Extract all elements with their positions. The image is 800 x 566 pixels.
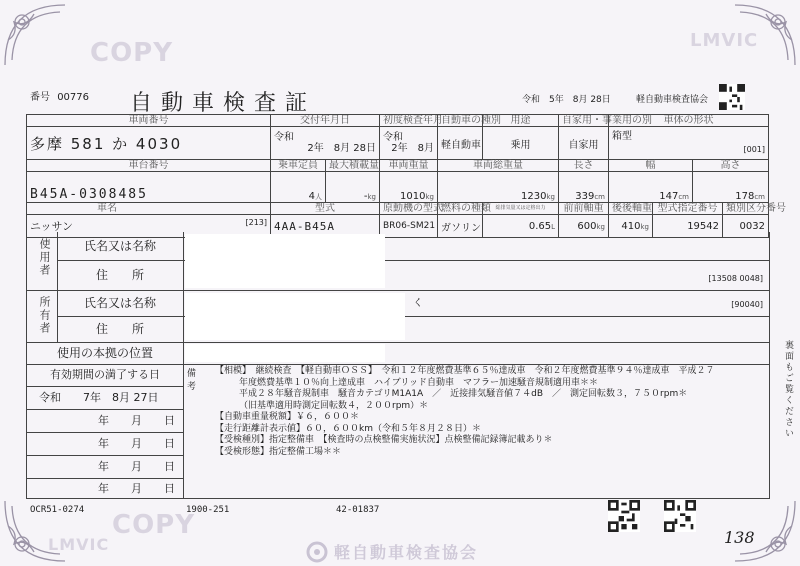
label-vehicle-type: 自動車の種別 <box>438 115 483 127</box>
maker-code: [213] <box>245 218 267 227</box>
user-code: [13508 0048] <box>708 274 763 283</box>
class-number-value: 0032 <box>723 215 769 238</box>
label-fuel: 燃料の種類 <box>438 203 483 215</box>
capacity-value <box>271 172 326 203</box>
capacity-number: 4 <box>308 191 315 202</box>
note-line: （旧基準適用時測定回転数４，２００rpm）＊ <box>239 400 429 411</box>
weight-number: 1010 <box>400 191 426 202</box>
qr-code-icon <box>719 84 745 110</box>
label-rear-axle: 後後軸重 <box>609 203 653 215</box>
capacity-unit: 人 <box>315 193 322 201</box>
vehicle-type-value: 軽自動車 <box>438 127 483 160</box>
engine-value: BR06-SM21 <box>380 215 438 238</box>
label-engine: 原動機の型式 <box>380 203 438 215</box>
number-label: 番号 <box>30 92 50 103</box>
owner-address-label: 住 所 <box>57 317 184 342</box>
label-class-number: 類別区分番号 <box>723 203 769 215</box>
displacement-number: 0.65 <box>528 220 552 232</box>
type-number-value: 19542 <box>653 215 723 238</box>
user-owner-section <box>26 232 770 343</box>
first-date-text: 2年 8月 <box>391 143 434 154</box>
label-length: 長さ <box>559 160 609 172</box>
first-inspection-value <box>380 127 438 160</box>
user-side-label: 使用者 <box>38 238 51 277</box>
qr-code-icon <box>664 500 696 532</box>
front-axle-unit: kg <box>596 222 605 231</box>
weight-unit: kg <box>425 193 434 201</box>
notes-label: 備考 <box>187 369 203 392</box>
maker-name: ニッサン <box>30 220 74 233</box>
handwritten-number: 138 <box>724 528 755 547</box>
expiry-blank-row: 年 月 日 <box>27 456 183 479</box>
label-front-axle: 前前軸重 <box>559 203 609 215</box>
note-line: 【自動車重量税額】￥６，６００＊ <box>215 412 360 422</box>
body-shape-code: [001] <box>743 145 765 154</box>
redacted-area <box>185 234 385 288</box>
note-line: 【受検種別】指定整備車 【検査時の点検整備実施状況】点検整備記録簿記載あり＊ <box>215 435 553 445</box>
user-side <box>27 232 58 291</box>
owner-side <box>27 291 58 342</box>
note-line: 【相模】 継続検査 【軽自動車ＯＳＳ】 令和１２年度燃費基準６５％達成車 令和２年度燃費基準９４％達成車 平成２７ <box>215 366 715 376</box>
watermark: COPY <box>90 38 174 68</box>
note-line: 【受検形態】指定整備工場＊＊ <box>215 446 342 457</box>
label-issue-date: 交付年月日 <box>271 115 380 127</box>
expiry-blank-row: 年 月 日 <box>98 482 175 495</box>
body-shape-text: 箱型 <box>612 131 632 142</box>
usage-value: 乗用 <box>483 127 559 160</box>
redacted-area <box>185 293 405 340</box>
issue-era: 令和 <box>274 132 294 143</box>
label-body-shape: 車体の形状 <box>609 115 769 127</box>
ocr-code: OCR51-0274 <box>30 505 85 515</box>
max-load-number: - <box>363 191 368 202</box>
user-address-label: 住 所 <box>57 261 184 291</box>
width-number: 147 <box>659 191 679 202</box>
max-load-value <box>326 172 380 203</box>
note-line: 【走行距離計表示値】６０，６００km（令和５年８月２８日）＊ <box>215 423 481 434</box>
label-plate: 車両番号 <box>27 115 271 127</box>
watermark: LMVIC <box>690 30 759 51</box>
label-private: 自家用・事業用の別 <box>559 115 609 127</box>
length-unit: cm <box>594 193 605 201</box>
expiry-blank-row: 年 月 日 <box>27 433 183 456</box>
note-line: 平成２８年騒音規制車 騒音カテゴリM1A1A ／ 近接排気騒音値７４dB ／ 測定回転数３，７５０rpm＊ <box>239 389 688 399</box>
plate-number: 多摩 581 か 4030 <box>27 127 271 160</box>
expiry-label: 有効期間の満了する日 <box>27 364 183 387</box>
width-value <box>609 172 693 203</box>
gross-number: 1230 <box>521 191 547 202</box>
expiry-date-text: 7年 8月 27日 <box>83 391 159 404</box>
label-first-inspection: 初度検査年月 <box>380 115 438 127</box>
base-location-row <box>26 342 770 365</box>
notes-content <box>215 366 763 458</box>
label-height: 高さ <box>693 160 769 172</box>
label-width: 幅 <box>609 160 693 172</box>
rear-axle-number: 410 <box>621 220 641 232</box>
issuer-logo <box>306 540 478 563</box>
issuer-logo-icon <box>306 541 328 563</box>
body-shape-value <box>609 127 769 160</box>
label-capacity: 乗車定員 <box>271 160 326 172</box>
gross-weight-value <box>438 172 559 203</box>
length-number: 339 <box>575 191 595 202</box>
gross-unit: kg <box>546 193 555 201</box>
height-unit: cm <box>754 193 765 201</box>
fuel-value: ガソリン <box>438 215 483 238</box>
front-axle-number: 600 <box>577 220 597 232</box>
max-load-unit: kg <box>367 193 376 201</box>
height-value <box>693 172 769 203</box>
private-value: 自家用 <box>559 127 609 160</box>
expiry-notes-section <box>26 364 770 499</box>
base-location-label: 使用の本拠の位置 <box>27 342 184 364</box>
weight-value <box>380 172 438 203</box>
label-usage: 用途 <box>483 115 559 127</box>
issue-date-text: 2年 8月 28日 <box>307 143 376 154</box>
model-value: 4AA-B45A <box>271 215 380 238</box>
owner-code: [90040] <box>731 300 763 309</box>
issue-date: 令和 5年 8月 28日 <box>522 95 611 105</box>
chassis-number: B45A-0308485 <box>27 172 271 203</box>
expiry-date <box>27 387 183 410</box>
footer-code-2: 42-01837 <box>336 505 380 515</box>
expiry-column <box>27 364 184 498</box>
user-name-label: 氏名又は名称 <box>57 232 184 261</box>
label-maker: 車名 <box>27 203 271 215</box>
width-unit: cm <box>678 193 689 201</box>
issuer-logo-text: 軽自動車検査協会 <box>334 543 479 562</box>
label-type-number: 型式指定番号 <box>653 203 723 215</box>
certificate-number <box>30 88 89 103</box>
corner-ornament-icon <box>0 0 70 70</box>
watermark: LMVIC <box>48 535 110 554</box>
footer-code-1: 1900-251 <box>186 505 230 515</box>
height-number: 178 <box>735 191 755 202</box>
qr-code-icon <box>608 500 640 532</box>
vehicle-spec-table <box>26 114 786 238</box>
side-note: 裏面もご覧ください <box>783 340 793 439</box>
first-era: 令和 <box>383 132 403 143</box>
expiry-blank-row: 年 月 日 <box>27 410 183 433</box>
expiry-era: 令和 <box>39 391 61 404</box>
label-gross-weight: 車両総重量 <box>438 160 559 172</box>
label-max-load: 最大積載量 <box>326 160 380 172</box>
issuer-name: 軽自動車検査協会 <box>636 95 709 105</box>
note-line: 年度燃費基準１０％向上達成車 ハイブリッド自動車 マフラー加速騒音規制適用車＊＊ <box>239 377 599 388</box>
page-title: 自動車検査証 <box>130 91 317 116</box>
owner-side-label: 所有者 <box>38 296 51 335</box>
label-displacement: 総排気量又は定格出力 <box>483 203 559 215</box>
length-value <box>559 172 609 203</box>
issue-date-value <box>271 127 380 160</box>
label-model: 型式 <box>271 203 380 215</box>
rear-axle-unit: kg <box>640 222 649 231</box>
owner-partial-text: く <box>413 298 423 309</box>
number-value: 00776 <box>57 92 89 103</box>
label-chassis: 車台番号 <box>27 160 271 172</box>
redacted-area <box>185 344 385 362</box>
displacement-unit: L <box>551 222 555 231</box>
watermark: COPY <box>112 510 196 540</box>
label-weight: 車両重量 <box>380 160 438 172</box>
owner-name-label: 氏名又は名称 <box>57 291 184 317</box>
